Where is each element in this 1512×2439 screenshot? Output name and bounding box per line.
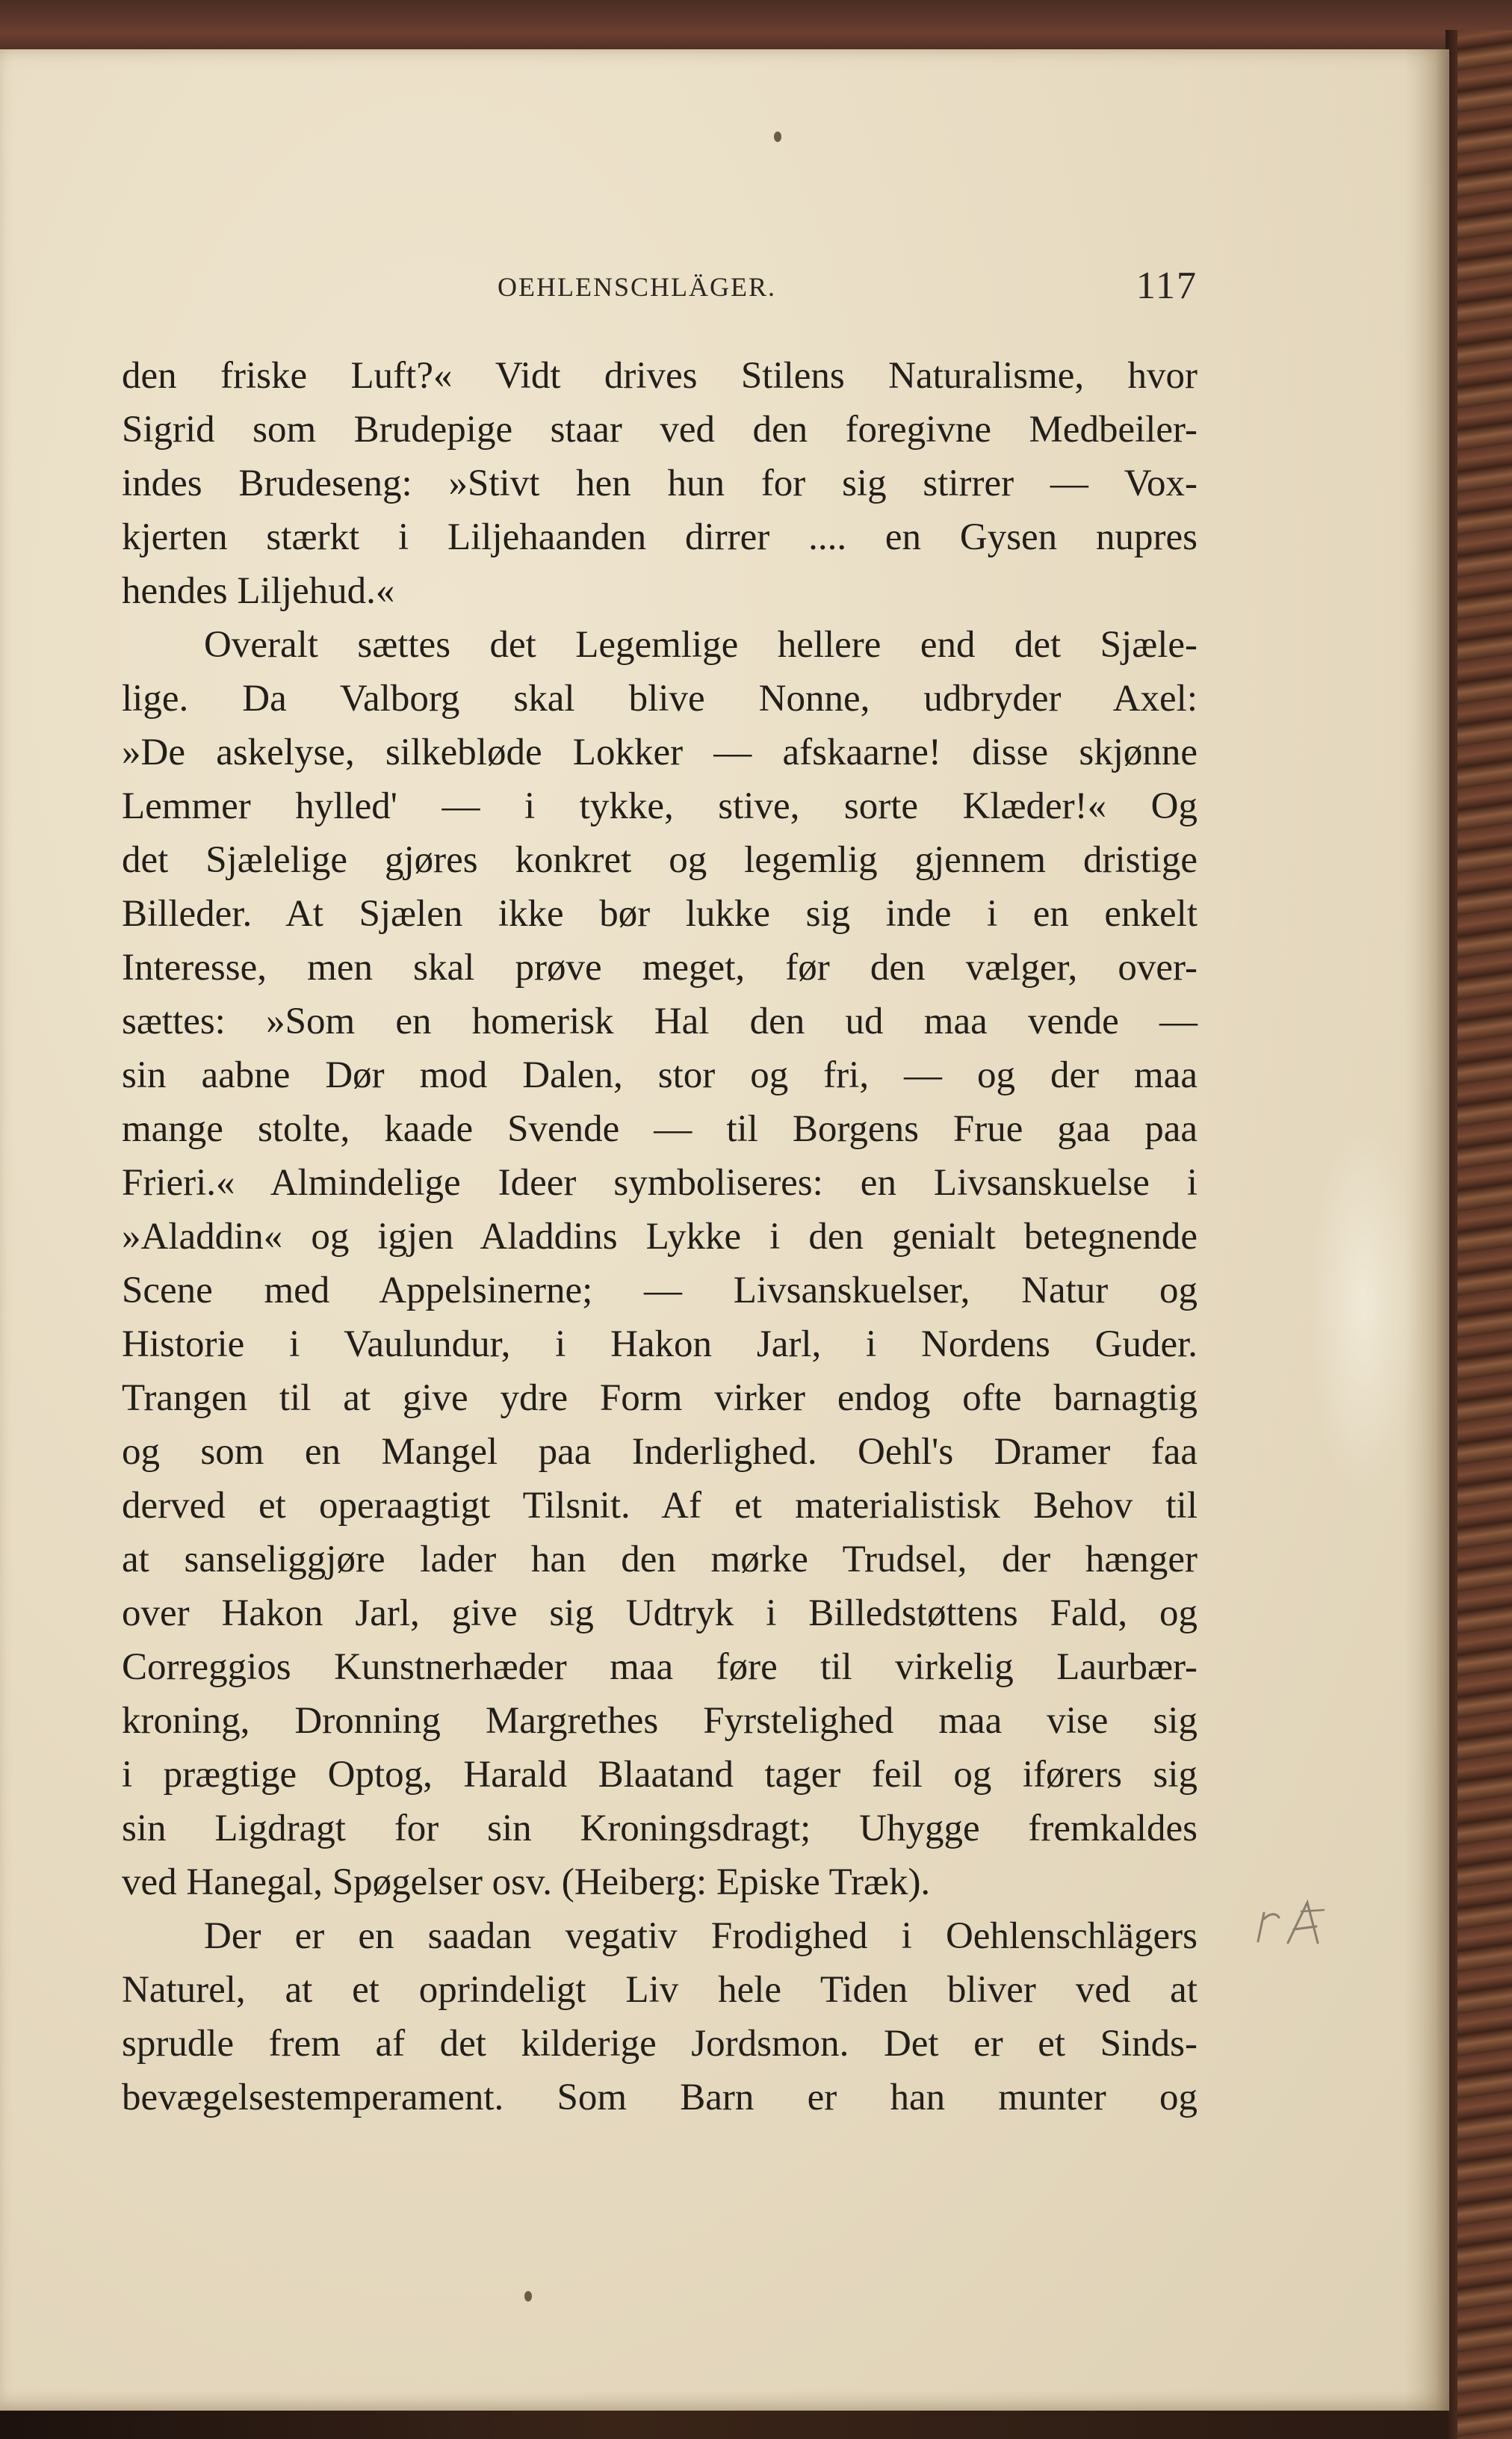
page-header	[498, 264, 1197, 309]
text-line: det Sjælelige gjøres konkret og legemlig gjennem dristige	[122, 839, 1197, 881]
text-line: i prægtige Optog, Harald Blaatand tager feil og iførers sig	[122, 1754, 1197, 1796]
paper-speck	[524, 2291, 532, 2302]
paper-stain	[1307, 1110, 1419, 1499]
text-line: og som en Mangel paa Inderlighed. Oehl's Dramer faa	[122, 1431, 1197, 1473]
handwritten-margin-mark	[1249, 1897, 1339, 1956]
text-line: den friske Luft?« Vidt drives Stilens Naturalisme, hvor	[122, 355, 1197, 397]
text-line: Naturel, at et oprindeligt Liv hele Tiden bliver ved at	[122, 1969, 1197, 2011]
text-line: kroning, Dronning Margrethes Fyrstelighed maa vise sig	[122, 1700, 1197, 1742]
text-line: at sanseliggjøre lader han den mørke Trudsel, der hænger	[122, 1539, 1197, 1580]
text-line: bevægelsestemperament. Som Barn er han munter og	[122, 2077, 1197, 2118]
marbled-cover-edge	[1446, 30, 1512, 2439]
text-line: Historie i Vaulundur, i Hakon Jarl, i Nordens Guder.	[122, 1323, 1197, 1365]
text-line: Interesse, men skal prøve meget, før den vælger, over-	[122, 947, 1197, 989]
pencil-mark-icon	[1249, 1897, 1339, 1956]
text-line: lige. Da Valborg skal blive Nonne, udbryder Axel:	[122, 678, 1197, 720]
text-line: mange stolte, kaade Svende — til Borgens Frue gaa paa	[122, 1108, 1197, 1150]
text-line: Overalt sættes det Legemlige hellere end det Sjæle-	[204, 624, 1197, 666]
text-line: indes Brudeseng: »Stivt hen hun for sig stirrer — Vox-	[122, 463, 1197, 504]
text-line: Sigrid som Brudepige staar ved den foregivne Medbeiler-	[122, 409, 1197, 451]
text-line: Der er en saadan vegativ Frodighed i Oehlenschlägers	[204, 1915, 1197, 1957]
text-line: Lemmer hylled' — i tykke, stive, sorte Klæder!« Og	[122, 785, 1197, 827]
running-head: OEHLENSCHLÄGER.	[498, 272, 776, 302]
text-line: »Aladdin« og igjen Aladdins Lykke i den genialt betegnende	[122, 1216, 1197, 1258]
text-line: hendes Liljehud.«	[122, 570, 395, 612]
page-number: 117	[1135, 265, 1197, 307]
text-line: »De askelyse, silkebløde Lokker — afskaarne! disse skjønne	[122, 732, 1197, 773]
paper-speck	[774, 132, 781, 142]
text-line: sprudle frem af det kilderige Jordsmon. Det er et Sinds-	[122, 2023, 1197, 2065]
text-line: sættes: »Som en homerisk Hal den ud maa vende —	[122, 1001, 1197, 1042]
text-line: Trangen til at give ydre Form virker endog ofte barnagtig	[122, 1377, 1197, 1419]
text-line: over Hakon Jarl, give sig Udtryk i Billedstøttens Fald, og	[122, 1592, 1197, 1634]
text-line: derved et operaagtigt Tilsnit. Af et materialistisk Behov til	[122, 1485, 1197, 1527]
text-line: Correggios Kunstnerhæder maa føre til virkelig Laurbær-	[122, 1646, 1197, 1688]
text-line: ved Hanegal, Spøgelser osv. (Heiberg: Episke Træk).	[122, 1861, 931, 1903]
text-line: sin Ligdragt for sin Kroningsdragt; Uhygge fremkaldes	[122, 1808, 1197, 1849]
text-line: Billeder. At Sjælen ikke bør lukke sig inde i en enkelt	[122, 893, 1197, 935]
text-line: kjerten stærkt i Liljehaanden dirrer .... en Gysen nupres	[122, 516, 1197, 558]
text-line: sin aabne Dør mod Dalen, stor og fri, — og der maa	[122, 1054, 1197, 1096]
body-text	[122, 349, 1197, 2124]
text-line: Scene med Appelsinerne; — Livsanskuelser, Natur og	[122, 1270, 1197, 1311]
text-line: Frieri.« Almindelige Ideer symboliseres: en Livsanskuelse i	[122, 1162, 1197, 1204]
